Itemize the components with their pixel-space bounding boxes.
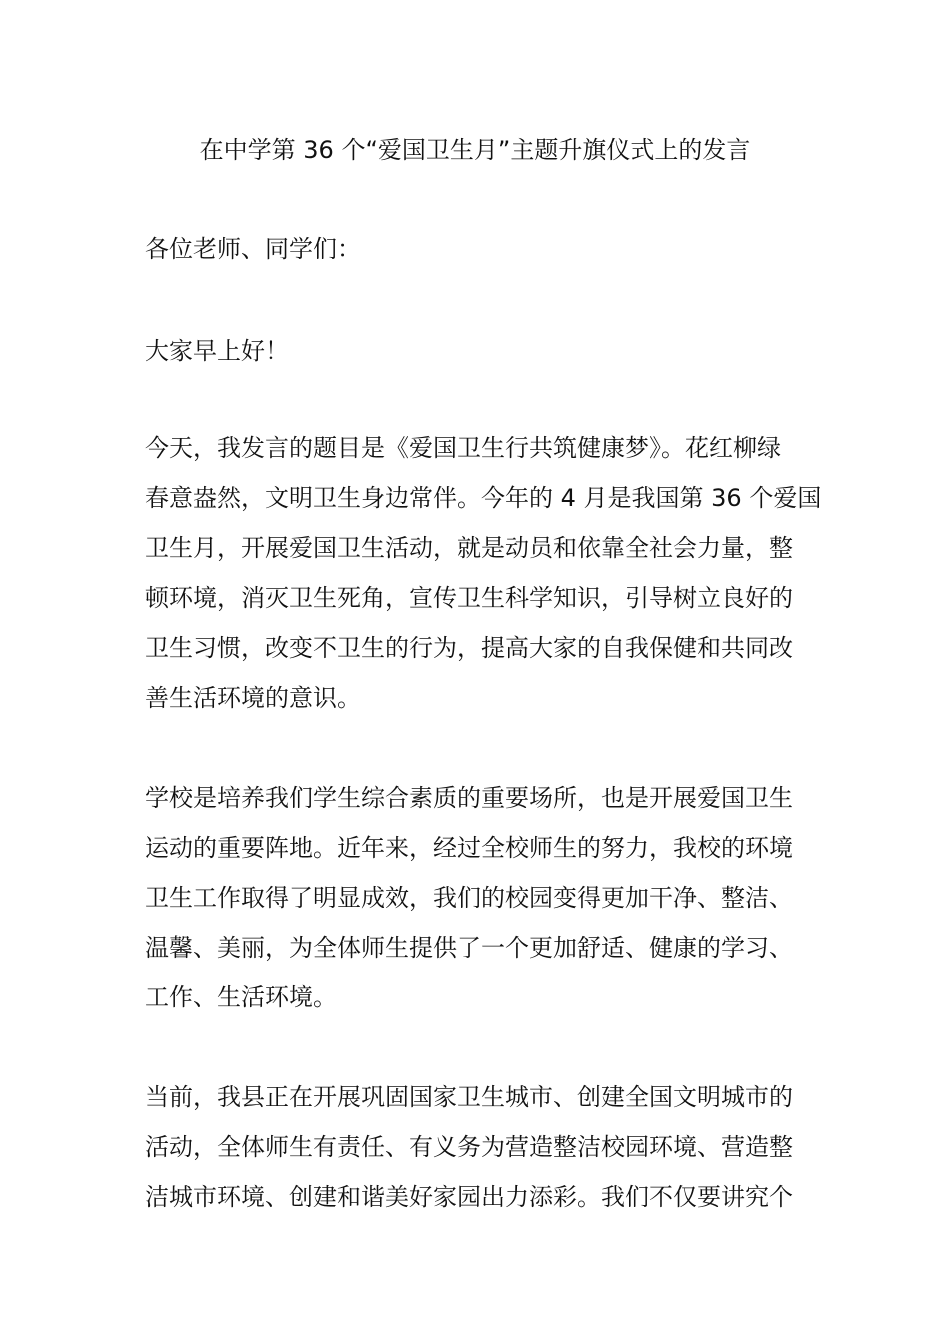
text-line: 卫生习惯，改变不卫生的行为，提高大家的自我保健和共同改 (145, 634, 793, 662)
text-line: 温馨、美丽，为全体师生提供了一个更加舒适、健康的学习、 (145, 934, 793, 962)
text-line: 顿环境，消灭卫生死角，宣传卫生科学知识，引导树立良好的 (145, 584, 793, 612)
text-line: 春意盎然，文明卫生身边常伴。今年的 4 月是我国第 36 个爱国 (145, 484, 822, 512)
text-line: 活动，全体师生有责任、有义务为营造整洁校园环境、营造整 (145, 1133, 793, 1161)
text-line: 卫生工作取得了明显成效，我们的校园变得更加干净、整洁、 (145, 884, 793, 912)
text-line: 卫生月，开展爱国卫生活动，就是动员和依靠全社会力量，整 (145, 534, 793, 562)
greeting: 大家早上好！ (145, 337, 289, 365)
text-line: 当前，我县正在开展巩固国家卫生城市、创建全国文明城市的 (145, 1083, 793, 1111)
text-line: 学校是培养我们学生综合素质的重要场所，也是开展爱国卫生 (145, 784, 793, 812)
document-title: 在中学第 36 个“爱国卫生月”主题升旗仪式上的发言 (199, 136, 751, 164)
text-line: 工作、生活环境。 (145, 983, 337, 1011)
text-line: 运动的重要阵地。近年来，经过全校师生的努力，我校的环境 (145, 834, 793, 862)
text-line: 今天，我发言的题目是《爱国卫生行共筑健康梦》。花红柳绿 (145, 434, 781, 462)
salutation: 各位老师、同学们： (145, 235, 361, 263)
text-line: 善生活环境的意识。 (145, 684, 361, 712)
text-line: 洁城市环境、创建和谐美好家园出力添彩。我们不仅要讲究个 (145, 1183, 793, 1211)
